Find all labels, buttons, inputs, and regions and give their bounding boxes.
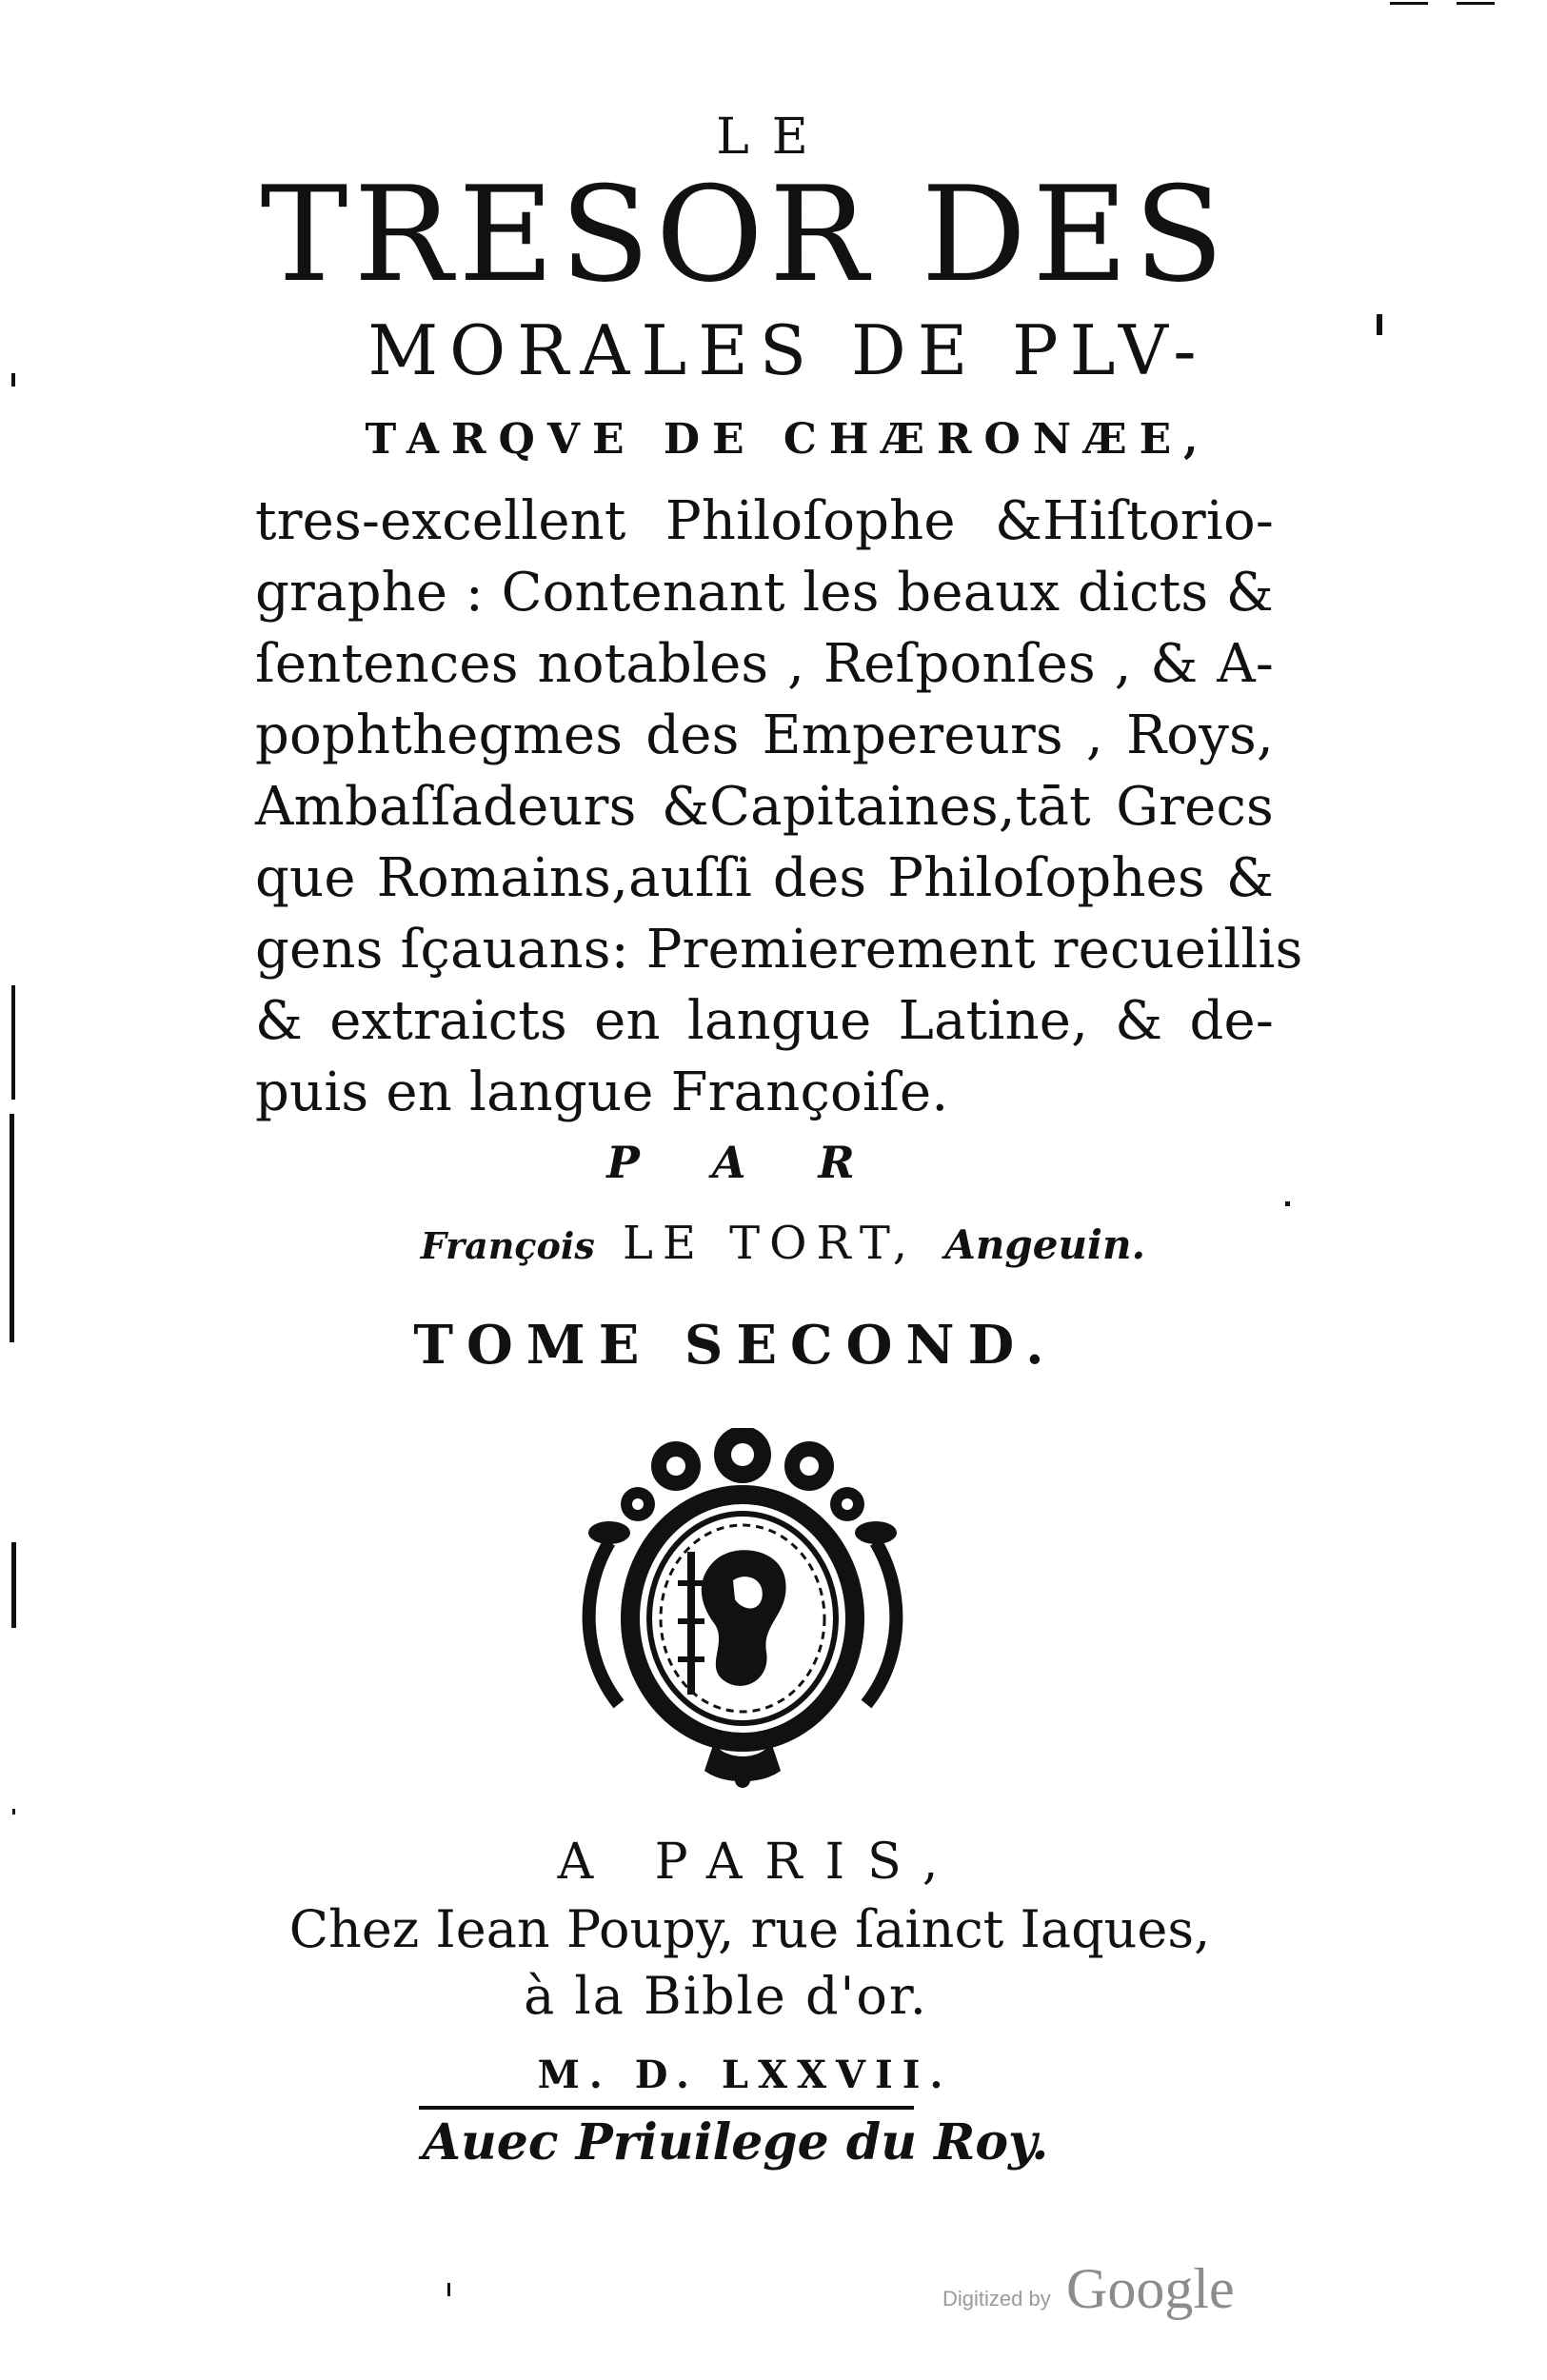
scan-speck bbox=[12, 1809, 15, 1815]
author-name: LE TORT, bbox=[622, 1217, 918, 1270]
scan-speck bbox=[11, 1542, 16, 1628]
body-line: graphe : Contenant les beaux dicts & bbox=[255, 562, 1274, 624]
title-morales: MORALES DE PLV- bbox=[367, 310, 1208, 390]
body-line: gens ſçauans: Premierement recueillis bbox=[255, 919, 1303, 981]
body-line: pophthegmes des Empereurs , Roys, bbox=[255, 704, 1274, 766]
par-label: P A R bbox=[606, 1137, 883, 1188]
tome-label: TOME SECOND. bbox=[413, 1314, 1058, 1377]
scan-speck bbox=[1390, 2, 1428, 5]
scan-speck bbox=[447, 2283, 450, 2296]
body-line: que Romains,auſſi des Philoſophes & bbox=[255, 847, 1274, 909]
title-tarque: TARQVE DE CHÆRONÆE, bbox=[365, 415, 1211, 464]
printers-device-ornament-icon bbox=[571, 1428, 914, 1790]
body-line: tres-excellent Philoſophe &Hiſtorio- bbox=[255, 490, 1274, 552]
author-line bbox=[10, 1217, 1547, 1270]
scan-speck bbox=[1457, 2, 1495, 5]
title-tresor-des: TRESOR DES bbox=[260, 158, 1230, 311]
title-le: LE bbox=[716, 109, 831, 166]
body-line: puis en langue Françoiſe. bbox=[255, 1061, 949, 1123]
imprint-city: A PARIS, bbox=[557, 1834, 962, 1891]
google-logo-text: Google bbox=[1066, 2257, 1235, 2320]
body-line: ſentences notables , Reſponſes , & A- bbox=[255, 633, 1274, 695]
scan-speck bbox=[11, 985, 15, 1100]
imprint-year: M. D. LXXVII. bbox=[537, 2053, 953, 2097]
imprint-rule bbox=[419, 2106, 914, 2110]
digitized-by-google-watermark bbox=[942, 2256, 1285, 2323]
body-line: Ambaſſadeurs &Capitaines,tāt Grecs bbox=[255, 776, 1274, 838]
body-line: & extraicts en langue Latine, & de- bbox=[255, 990, 1274, 1052]
digitized-by-label: Digitized by bbox=[942, 2287, 1051, 2311]
scan-speck bbox=[1285, 1201, 1290, 1206]
author-prefix: François bbox=[420, 1224, 595, 1267]
imprint-sign: à la Bible d'or. bbox=[524, 1966, 928, 2026]
privilege-line: Auec Priuilege du Roy. bbox=[422, 2113, 1049, 2172]
title-body bbox=[255, 486, 1303, 1128]
author-suffix: Angeuin. bbox=[944, 1221, 1146, 1268]
imprint-printer: Chez Iean Poupy, rue ſainct Iaques, bbox=[288, 1899, 1211, 1959]
